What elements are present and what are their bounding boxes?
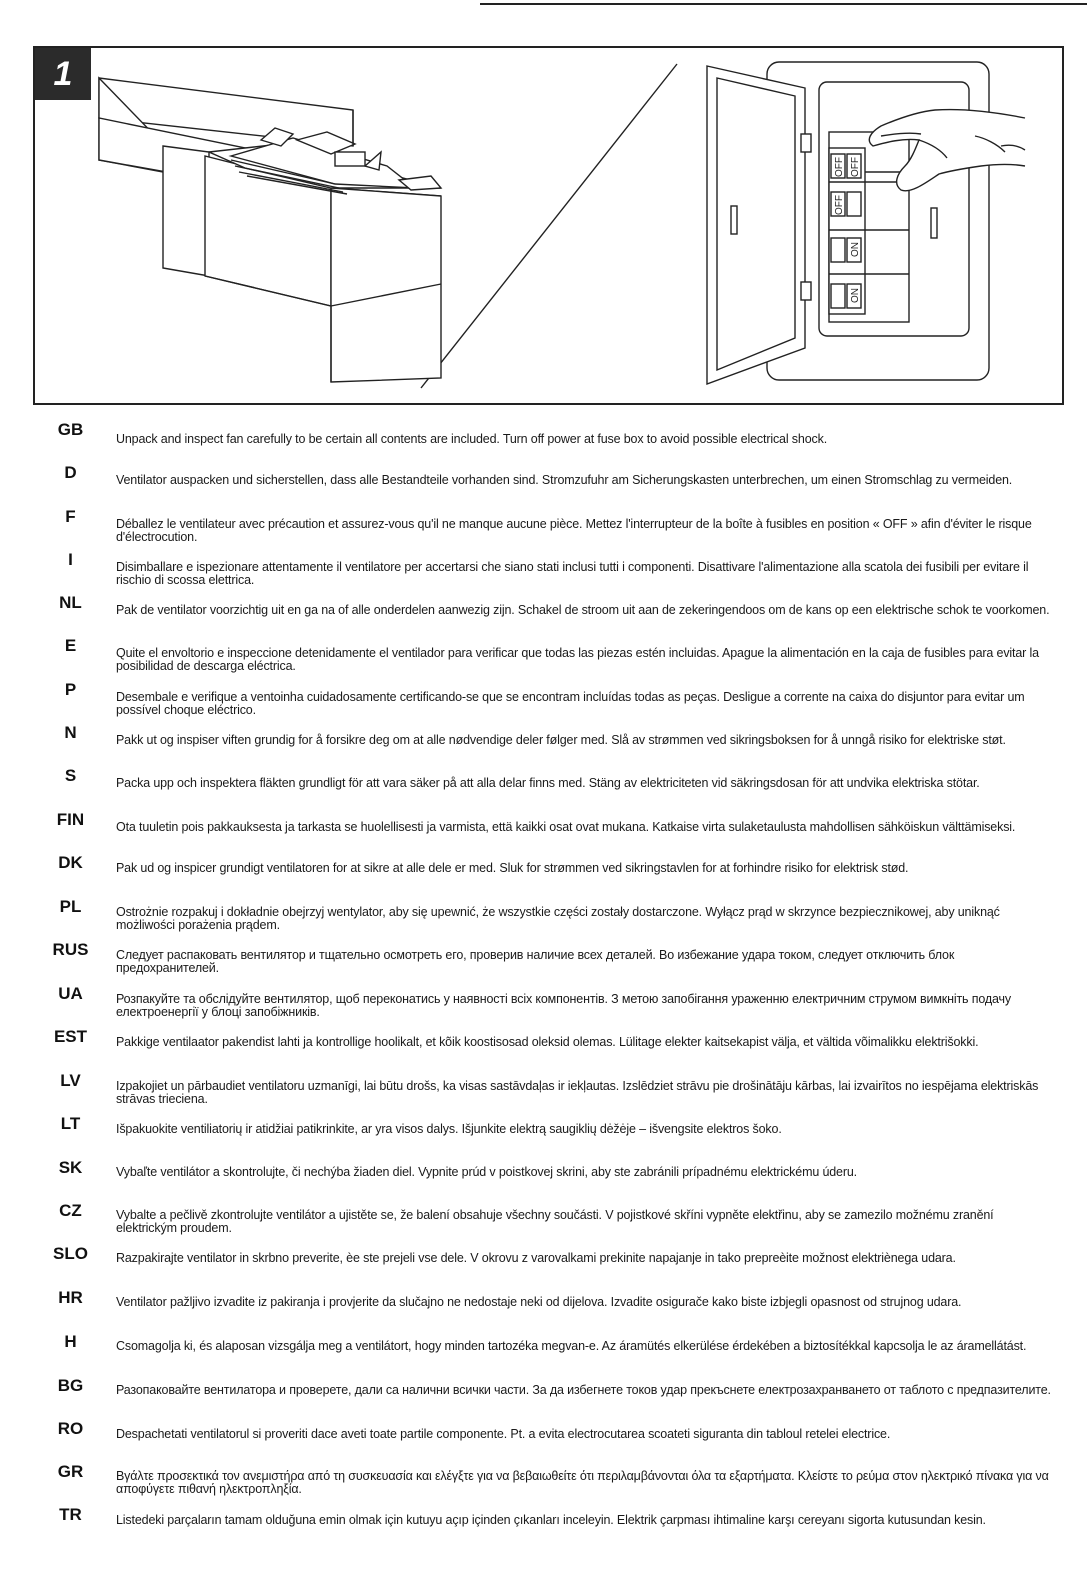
language-code: PL bbox=[59, 897, 82, 916]
language-code: BG bbox=[57, 1376, 84, 1395]
language-code: E bbox=[64, 636, 77, 655]
language-code: F bbox=[65, 507, 76, 526]
step-number-badge: 1 bbox=[35, 48, 91, 100]
door-handle bbox=[731, 206, 737, 234]
instruction-text: Išpakuokite ventiliatorių ir atidžiai patikrinkite, ar yra visos dalys. Išjunkite elektrą saugiklių dėžėje – išvengsite elektros šoko. bbox=[116, 1122, 782, 1136]
instruction-text: Ventilator auspacken und sicherstellen, dass alle Bestandteile vorhanden sind. Stromzufuhr am Sicherungskasten unterbrechen, um einen Stromschlag zu vermeiden. bbox=[116, 473, 1013, 487]
top-rule bbox=[480, 3, 1087, 5]
instruction-text: Izpakojiet un pārbaudiet ventilatoru uzmanīgi, lai būtu drošs, ka visas sastāvdaļas ir iekļautas. Izslēdziet strāvu pie drošinātāju kārbas, lai izvairītos no iespējama elektriskās strāvas trieciena. bbox=[116, 1079, 1039, 1106]
language-code: RO bbox=[57, 1419, 84, 1438]
instruction-text: Vybaľte ventilátor a skontrolujte, či nechýba žiaden diel. Vypnite prúd v poistkovej skrini, aby ste zabránili prípadnému elektrickému úderu. bbox=[116, 1165, 857, 1179]
instruction-text: Disimballare e ispezionare attentamente il ventilatore per accertarsi che siano stati inclusi tutti i componenti. Disattivare l'alimentazione alla scatola dei fusibili per evitare il rischio di scossa elettrica. bbox=[116, 560, 1029, 587]
breaker-label-on-1: ON bbox=[850, 242, 861, 257]
instruction-text: Déballez le ventilateur avec précaution et assurez-vous qu'il ne manque aucune pièce. Mettez l'interrupteur de la boîte à fusibles en position « OFF » afin d'éviter le risque d'électrocution. bbox=[116, 517, 1032, 544]
illustration-drawing bbox=[35, 48, 1062, 403]
instruction-text: Packa upp och inspektera fläkten grundligt för att vara säker på att alla delar finns med. Stäng av elektriciteten vid säkringsdosan för att undvika elektriska stötar. bbox=[116, 776, 980, 790]
instruction-text: Ventilator pažljivo izvadite iz pakiranja i provjerite da slučajno ne nedostaje neki od dijelova. Izvadite osigurače kako biste izbjegli opasnost od strujnog udara. bbox=[116, 1295, 962, 1309]
language-code: P bbox=[64, 680, 77, 699]
language-code: SK bbox=[58, 1158, 83, 1177]
language-code: D bbox=[64, 463, 77, 482]
instruction-text: Pak ud og inspicer grundigt ventilatoren for at sikre at alle dele er med. Sluk for strømmen ved sikringstavlen for at forhindre risiko for elektrisk stød. bbox=[116, 861, 909, 875]
language-code: GB bbox=[57, 420, 84, 439]
language-code: H bbox=[64, 1332, 77, 1351]
instruction-text: Pak de ventilator voorzichtig uit en ga na of alle onderdelen aanwezig zijn. Schakel de stroom uit aan de zekeringendoos om de kans op een elektrische schok te voorkomen. bbox=[116, 603, 1050, 617]
instruction-text: Unpack and inspect fan carefully to be certain all contents are included. Turn off power at fuse box to avoid possible electrical shock. bbox=[116, 432, 828, 446]
breaker-label-off-2: OFF bbox=[850, 157, 861, 177]
instruction-text: Разопаковайте вентилатора и проверете, дали са налични всички части. За да избегнете токов удар прекъснете електрозахранването от таблото с предпазителите. bbox=[116, 1383, 1051, 1397]
language-code: SLO bbox=[53, 1244, 88, 1263]
language-code: NL bbox=[59, 593, 82, 612]
instruction-text: Listedeki parçaların tamam olduğuna emin olmak için kutuyu açıp içinden çıkanları inceleyin. Elektrik çarpması ihtimaline karşı cereyanı sigorta kutusundan kesin. bbox=[116, 1513, 986, 1527]
language-code: GR bbox=[57, 1462, 84, 1481]
language-code: N bbox=[64, 723, 77, 742]
language-code: I bbox=[68, 550, 73, 569]
panel-separator-line bbox=[421, 64, 677, 388]
language-code: S bbox=[64, 766, 77, 785]
instruction-text: Desembale e verifique a ventoinha cuidadosamente certificando-se que se encontram incluídas todas as peças. Desligue a corrente na caixa do disjuntor para evitar um possível choque eléctrico. bbox=[116, 690, 1025, 717]
instruction-text: Βγάλτε προσεκτικά τον ανεμιστήρα από τη συσκευασία και ελέγξτε για να βεβαιωθείτε ότι περιλαμβάνονται όλα τα εξαρτήματα. Κλείστε το ρεύμα στον ηλεκτρικό πίνακα για να αποφύγετε πιθανή ηλεκτροπληξία. bbox=[116, 1469, 1049, 1496]
instruction-text: Ota tuuletin pois pakkauksesta ja tarkasta se huolellisesti ja varmista, että kaikki osat ovat mukana. Katkaise virta sulaketaulusta mahdollisen sähköiskun välttämiseksi. bbox=[116, 820, 1016, 834]
instruction-text: Quite el envoltorio e inspeccione detenidamente el ventilador para verificar que todas las piezas estén incluidas. Apague la alimentación en la caja de fusibles para evitar la posibilidad de descarga eléctrica. bbox=[116, 646, 1039, 673]
language-code: HR bbox=[58, 1288, 83, 1307]
language-code: EST bbox=[53, 1027, 88, 1046]
language-code: FIN bbox=[56, 810, 85, 829]
instruction-text: Vybalte a pečlivě zkontrolujte ventilátor a ujistěte se, že balení obsahuje všechny součásti. V pojistkové skříni vypněte elektřinu, aby se zamezilo možnému zranění elektrickým proudem. bbox=[116, 1208, 994, 1235]
instruction-text: Pakk ut og inspiser viften grundig for å forsikre deg om at alle nødvendige deler følger med. Slå av strømmen ved sikringsboksen for å unngå risiko for elektriske støt. bbox=[116, 733, 1006, 747]
language-code: RUS bbox=[52, 940, 89, 959]
instruction-text: Ostrożnie rozpakuj i dokładnie obejrzyj wentylator, aby się upewnić, że wszystkie części zostały dostarczone. Wyłącz prąd w skrzynce bezpiecznikowej, aby uniknąć możliwości porażenia prądem. bbox=[116, 905, 1000, 932]
breaker-label-off-3: OFF bbox=[834, 195, 845, 215]
instruction-text: Розпакуйте та обслідуйте вентилятор, щоб переконатись у наявності всіх компонентів. З метою запобігання ураженню електричним струмом вимкніть подачу електроенергії у блоці запобіжників. bbox=[116, 992, 1012, 1019]
box-icon bbox=[99, 78, 441, 382]
breaker-label-off-1: OFF bbox=[834, 157, 845, 177]
language-code: LV bbox=[60, 1071, 81, 1090]
instruction-text: Pakkige ventilaator pakendist lahti ja kontrollige hoolikalt, et kõik koostisosad oleksid olemas. Lülitage elekter kaitsekapist välja, et vältida võimalikku elektrišokki. bbox=[116, 1035, 979, 1049]
language-code: CZ bbox=[59, 1201, 82, 1220]
step-illustration bbox=[33, 46, 1064, 405]
breaker-label-on-2: ON bbox=[850, 288, 861, 303]
language-code: DK bbox=[58, 853, 83, 872]
instruction-text: Следует распаковать вентилятор и тщательно осмотреть его, проверив наличие всех деталей. Во избежание удара током, следует отключить блок предохранителей. bbox=[116, 948, 955, 975]
instruction-text: Csomagolja ki, és alaposan vizsgálja meg a ventilátort, hogy minden tartozéka megvan-e. Az áramütés elkerülése érdekében a biztosítékkal kapcsolja le az áramellátást. bbox=[116, 1339, 1027, 1353]
language-code: LT bbox=[60, 1114, 81, 1133]
language-code: UA bbox=[58, 984, 83, 1003]
instruction-text: Despachetati ventilatorul si proveriti dace aveti toate partile componente. Pt. a evita electrocutarea scoateti siguranta din tabloul retelei electrice. bbox=[116, 1427, 891, 1441]
instruction-text: Razpakirajte ventilator in skrbno preverite, èe ste prejeli vse dele. V okrovu z varovalkami prekinite napajanje in tako prepreèite možnost elektriènega udara. bbox=[116, 1251, 956, 1265]
language-code: TR bbox=[59, 1505, 82, 1524]
panel-slot bbox=[931, 208, 937, 238]
